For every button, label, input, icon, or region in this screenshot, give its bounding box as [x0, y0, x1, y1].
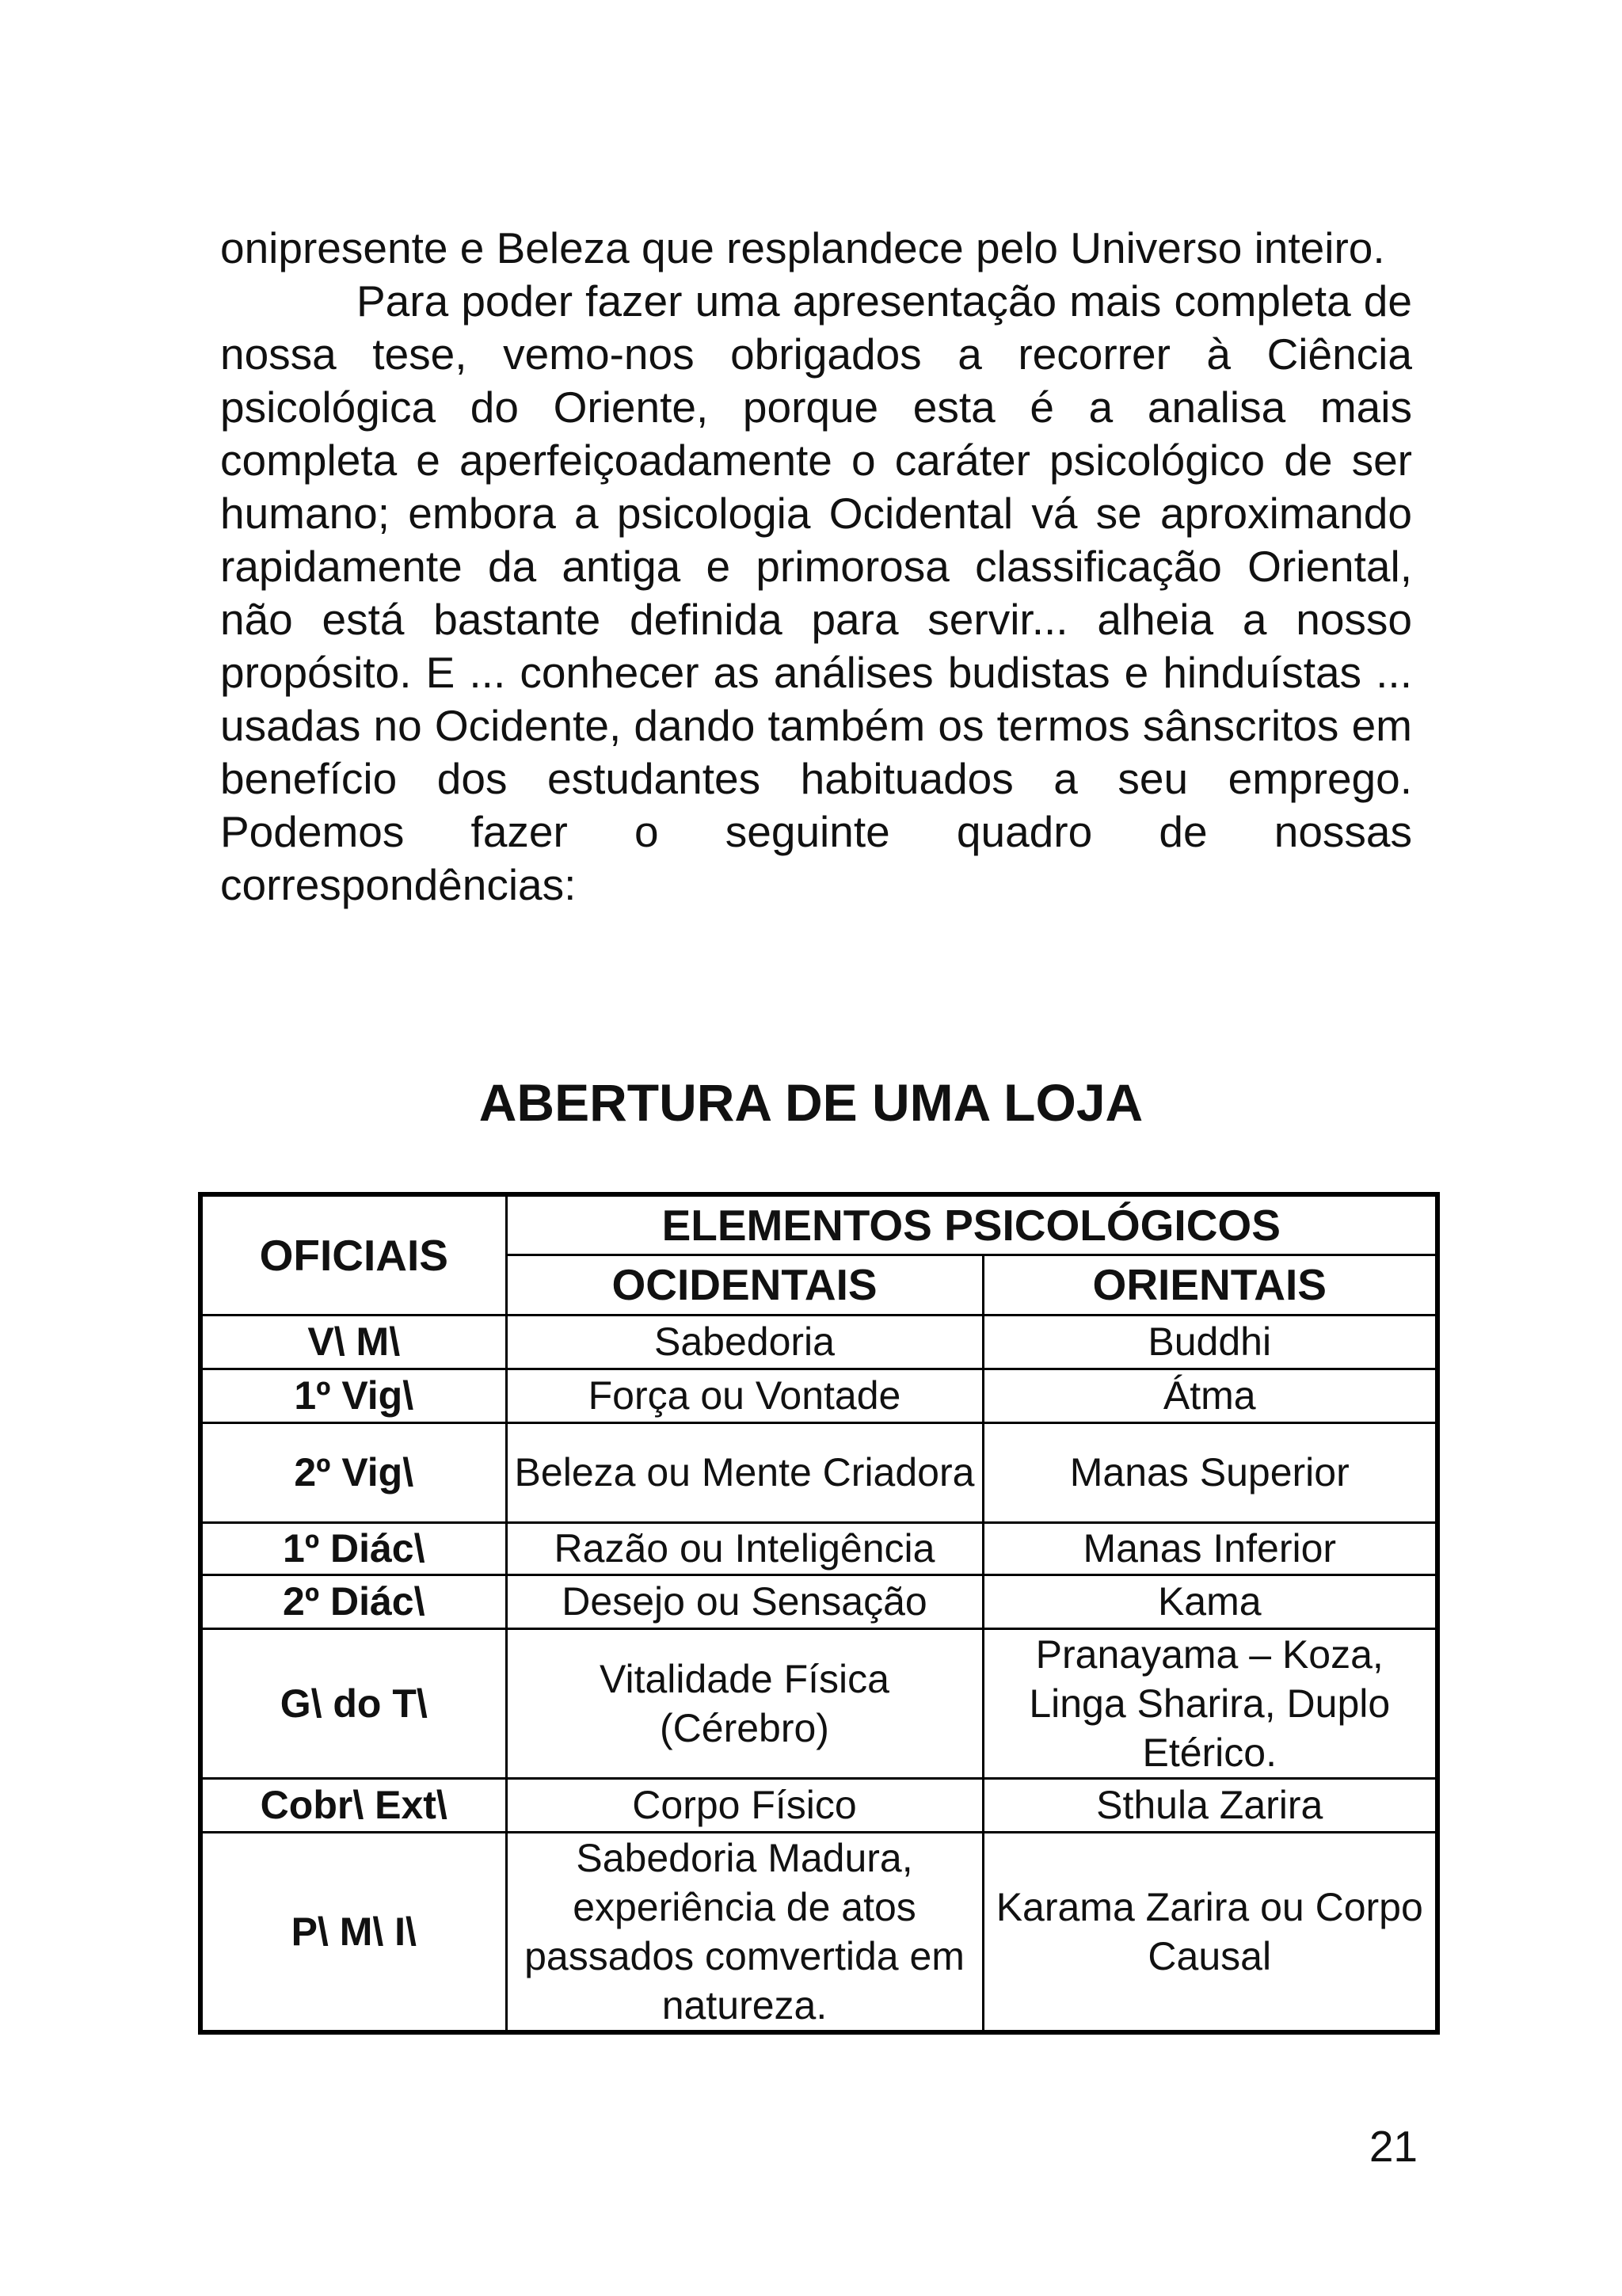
cell-ocidental: Sabedoria	[506, 1315, 983, 1369]
table-row	[200, 1369, 1437, 1422]
table-row	[200, 1522, 1437, 1574]
cell-oficial: 1º Diác\	[200, 1522, 506, 1574]
paragraph-2: Para poder fazer uma apresentação mais completa de nossa tese, vemo-nos obrigados a recorrer à Ciência psicológica do Oriente, porque esta é a analisa mais completa e aperfeiçoadamente o caráter psicológico de ser humano; embora a psicologia Ocidental vá se aproximando rapidamente da antiga e primorosa classificação Oriental, não está bastante definida para servir... alheia a nosso propósito. E ... conhecer as análises budistas e hinduístas ... usadas no Ocidente, dando também os termos sânscritos em benefício dos estudantes habituados a seu emprego. Podemos fazer o seguinte quadro de nossas correspondências:	[220, 276, 1412, 909]
cell-oficial: G\ do T\	[200, 1628, 506, 1778]
body-text	[220, 222, 1412, 912]
cell-oficial: V\ M\	[200, 1315, 506, 1369]
page-number: 21	[1369, 2122, 1418, 2171]
paragraph-1: onipresente e Beleza que resplandece pelo Universo inteiro.	[220, 223, 1385, 272]
cell-oriental: Kama	[983, 1574, 1437, 1628]
header-ocidentais: OCIDENTAIS	[506, 1255, 983, 1315]
cell-oficial: 2º Vig\	[200, 1422, 506, 1522]
cell-oficial: P\ M\ I\	[200, 1832, 506, 2032]
cell-ocidental: Sabedoria Madura, experiência de atos passados comvertida em natureza.	[506, 1832, 983, 2032]
cell-oficial: Cobr\ Ext\	[200, 1778, 506, 1832]
table-row	[200, 1628, 1437, 1778]
header-elementos-psicologicos: ELEMENTOS PSICOLÓGICOS	[506, 1194, 1437, 1255]
cell-ocidental: Força ou Vontade	[506, 1369, 983, 1422]
cell-oriental: Pranayama – Koza, Linga Sharira, Duplo Etérico.	[983, 1628, 1437, 1778]
table-row	[200, 1778, 1437, 1832]
correspondence-table	[198, 1192, 1440, 2035]
cell-oriental: Sthula Zarira	[983, 1778, 1437, 1832]
table-row	[200, 1832, 1437, 2032]
cell-ocidental: Corpo Físico	[506, 1778, 983, 1832]
cell-ocidental: Desejo ou Sensação	[506, 1574, 983, 1628]
cell-ocidental: Beleza ou Mente Criadora	[506, 1422, 983, 1522]
cell-oficial: 1º Vig\	[200, 1369, 506, 1422]
cell-oriental: Átma	[983, 1369, 1437, 1422]
table-row	[200, 1574, 1437, 1628]
section-title: ABERTURA DE UMA LOJA	[478, 1073, 1144, 1132]
cell-ocidental: Razão ou Inteligência	[506, 1522, 983, 1574]
cell-oriental: Manas Superior	[983, 1422, 1437, 1522]
header-orientais: ORIENTAIS	[983, 1255, 1437, 1315]
cell-oriental: Buddhi	[983, 1315, 1437, 1369]
cell-oriental: Karama Zarira ou Corpo Causal	[983, 1832, 1437, 2032]
table-row	[200, 1315, 1437, 1369]
cell-oriental: Manas Inferior	[983, 1522, 1437, 1574]
cell-ocidental: Vitalidade Física (Cérebro)	[506, 1628, 983, 1778]
cell-oficial: 2º Diác\	[200, 1574, 506, 1628]
header-oficiais: OFICIAIS	[200, 1194, 506, 1315]
table-row	[200, 1422, 1437, 1522]
